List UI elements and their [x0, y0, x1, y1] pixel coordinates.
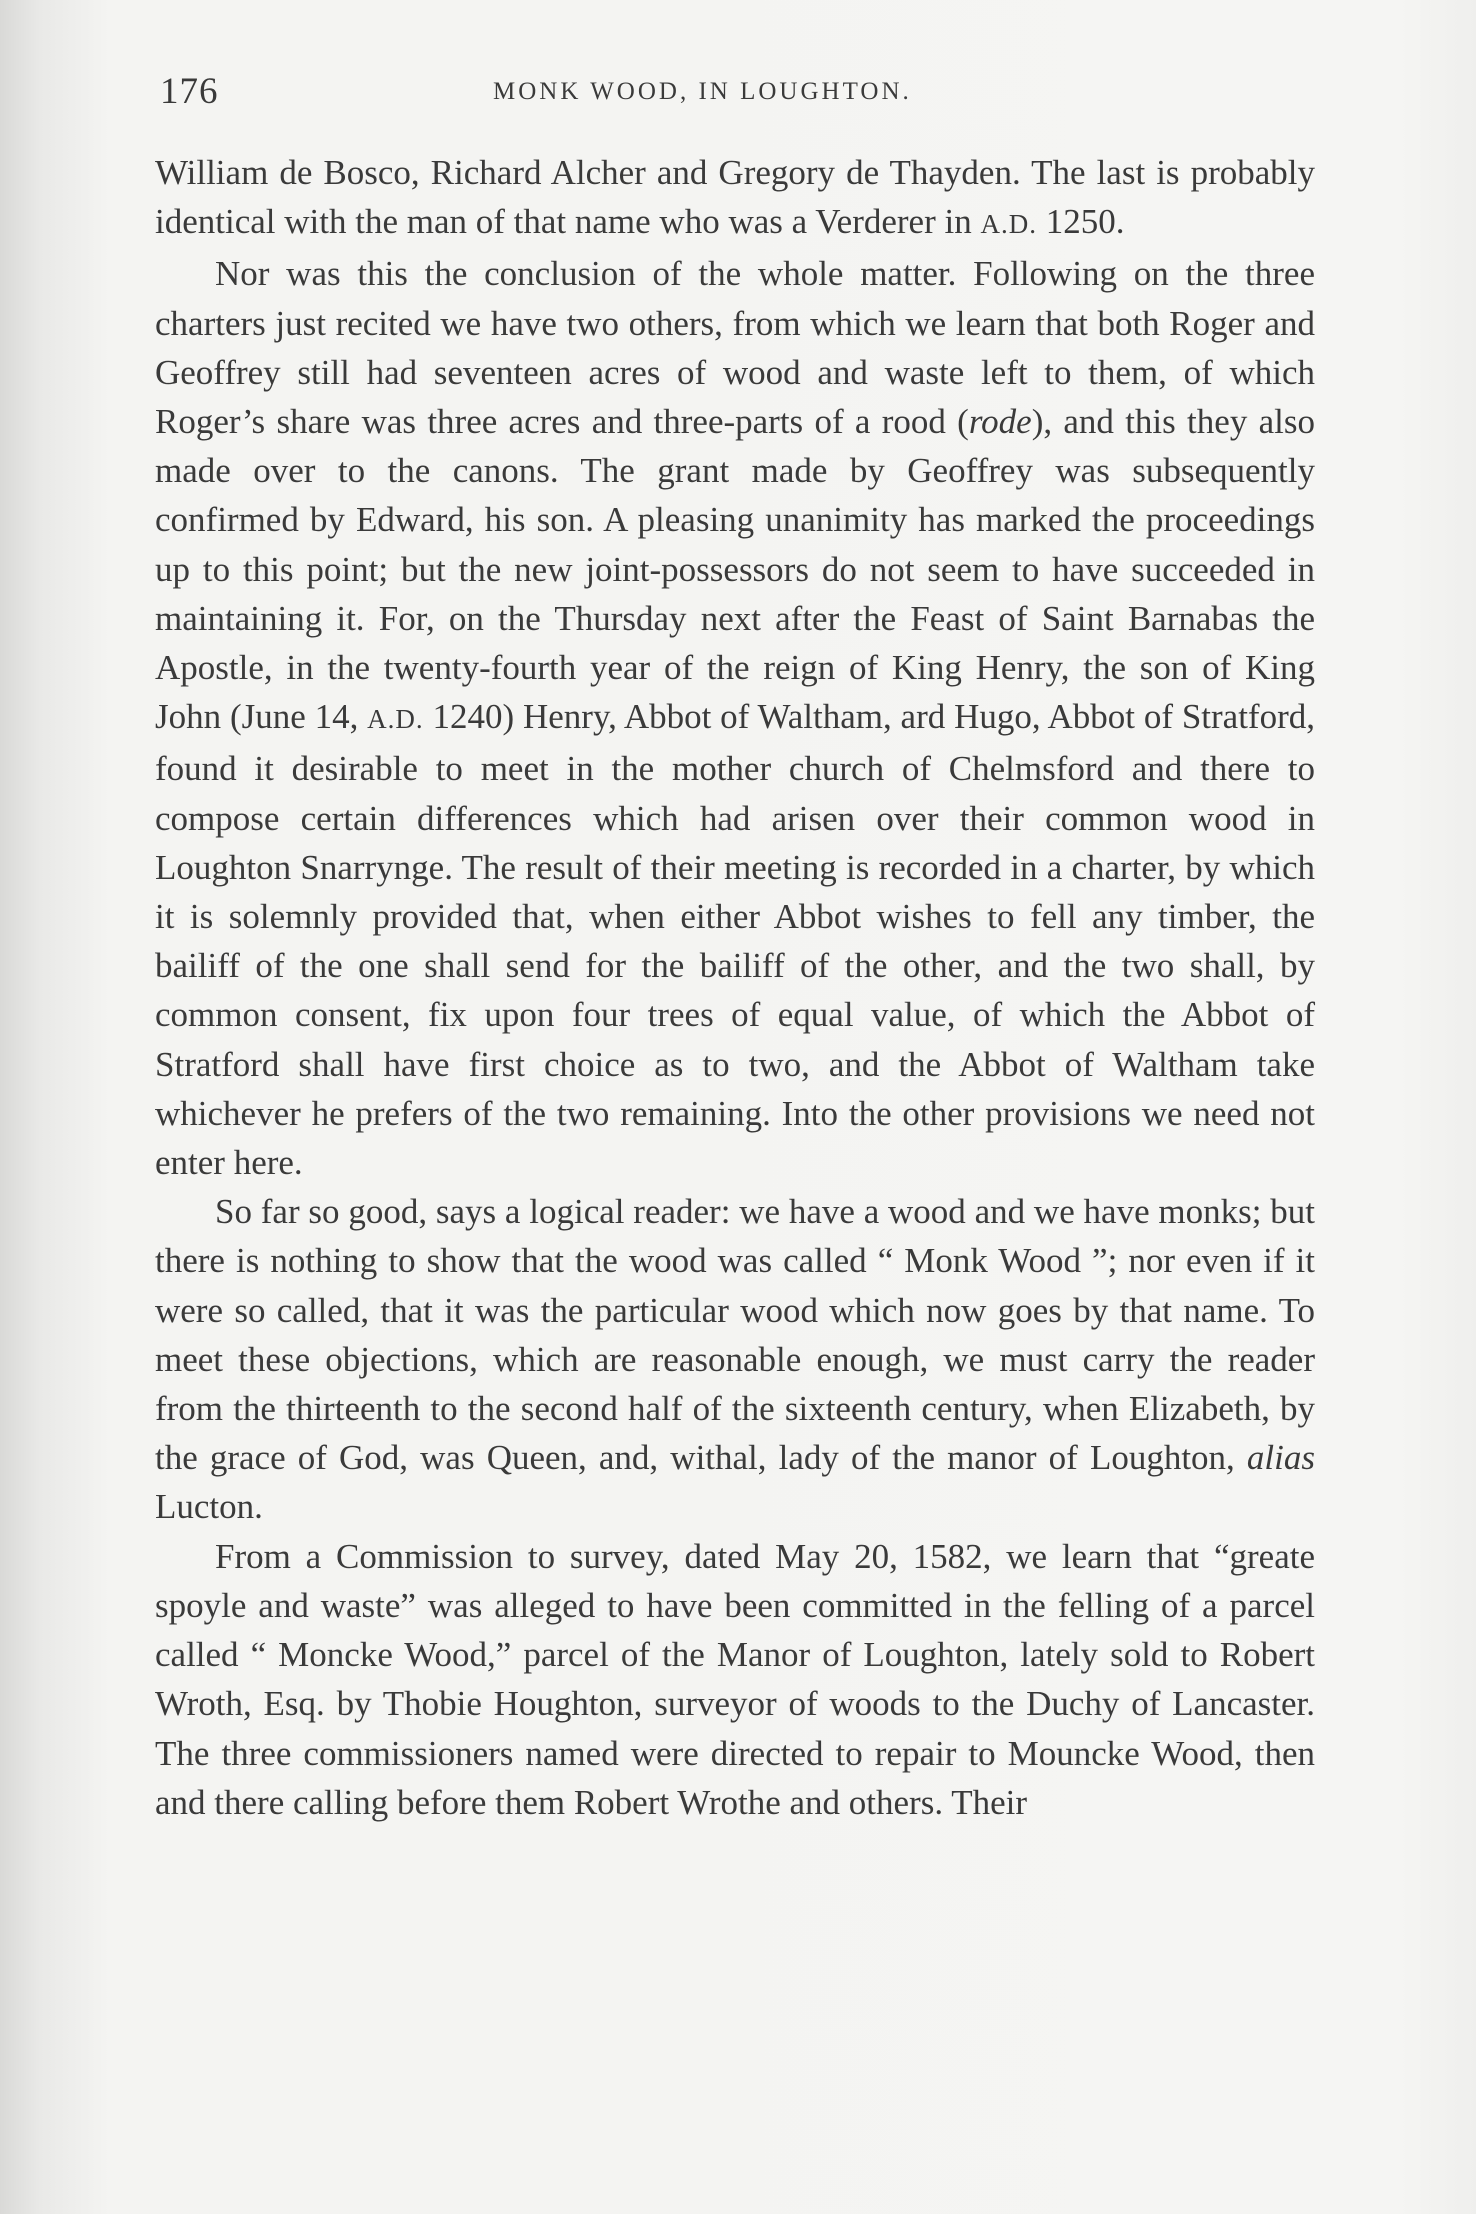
- paragraph-2: [155, 249, 1315, 1187]
- paragraph-3-text-a: So far so good, says a logical reader: we have a wood and we have monks; but there is nothing to show that the wood was called “ Monk Wood ”; nor even if it were so called, that it was the particular wood which now goes by that name. To meet these objections, which are reasonable enough, we must carry the reader from the thirteenth to the second half of the sixteenth century, when Elizabeth, by the grace of God, was Queen, and, withal, lady of the manor of Loughton,: [155, 1192, 1315, 1478]
- paragraph-2-ad: A.D.: [367, 704, 424, 735]
- paragraph-2-text-b: ), and this they also made over to the canons. The grant made by Geoffrey was subsequently confirmed by Edward, his son. A pleasing unanimity has marked the proceedings up to this point; but the new joint-possessors do not seem to have succeeded in maintaining it. For, on the Thursday next after the Feast of Saint Barnabas the Apostle, in the twenty-fourth year of the reign of King Henry, the son of King John (June 14,: [155, 402, 1315, 737]
- paragraph-3-text-b: Lucton.: [155, 1487, 263, 1527]
- paragraph-3-alias: alias: [1246, 1438, 1315, 1478]
- paragraph-1-text-b: 1250.: [1036, 202, 1125, 242]
- paragraph-3: [155, 1187, 1315, 1531]
- paragraph-1: [155, 148, 1315, 249]
- paragraph-2-text-a: Nor was this the conclusion of the whole matter. Following on the three charters just recited we have two others, from which we learn that both Roger and Geoffrey still had seventeen acres of wood and waste left to them, of which Roger’s share was three acres and three-parts of a rood (: [155, 254, 1315, 442]
- paragraph-4: [155, 1532, 1315, 1827]
- running-head: MONK WOOD, IN LOUGHTON.: [493, 78, 912, 105]
- paragraph-2-text-c: 1240) Henry, Abbot of Waltham, ard Hugo, Abbot of Stratford, found it desirable to meet in the mother church of Chelmsford and there to compose certain differences which had arisen over their common wood in Loughton Snarrynge. The result of their meeting is recorded in a charter, by which it is solemnly provided that, when either Abbot wishes to fell any timber, the bailiff of the one shall send for the bailiff of the other, and the two shall, by common consent, fix upon four trees of equal value, of which the Abbot of Stratford shall have first choice as to two, and the Abbot of Waltham take whichever he prefers of the two remaining. Into the other provisions we need not enter here.: [155, 697, 1315, 1183]
- body-text: [155, 148, 1315, 1827]
- page-number: 176: [160, 71, 219, 112]
- page-header: [160, 70, 1320, 130]
- paragraph-2-rode: rode: [968, 402, 1032, 442]
- paragraph-1-text-a: William de Bosco, Richard Alcher and Gregory de Thayden. The last is probably identical with the man of that name who was a Verderer in: [155, 153, 1315, 242]
- paragraph-1-ad: A.D.: [980, 209, 1037, 240]
- paragraph-4-text-a: From a Commission to survey, dated May 20, 1582, we learn that “greate spoyle and waste” was alleged to have been committed in the felling of a parcel called “ Moncke Wood,” parcel of the Manor of Loughton, lately sold to Robert Wroth, Esq. by Thobie Houghton, surveyor of woods to the Duchy of Lancaster. The three commissioners named were directed to repair to Mouncke Wood, then and there calling before them Robert Wrothe and others. Their: [155, 1536, 1315, 1822]
